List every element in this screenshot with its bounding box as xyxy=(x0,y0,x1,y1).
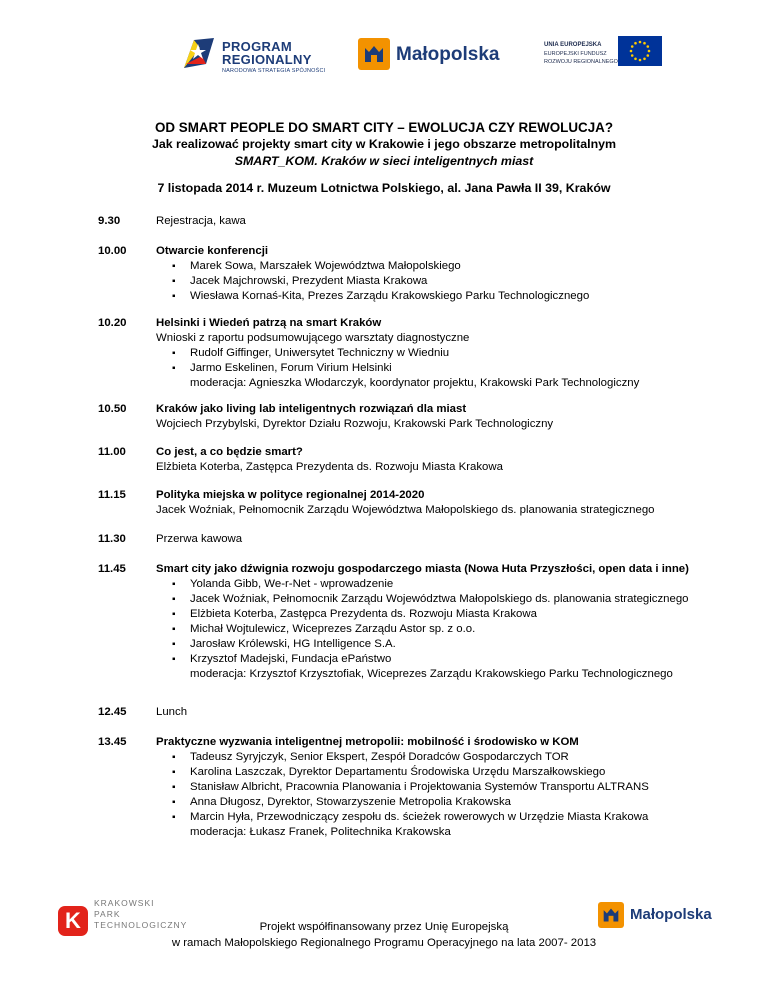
eu-logo xyxy=(544,34,668,76)
malopolska-logo xyxy=(358,38,518,72)
agenda-time: 10.00 xyxy=(98,245,127,257)
program-line3: NARODOWA STRATEGIA SPÓJNOŚCI xyxy=(222,68,326,74)
speaker-item: ▪ Rudolf Giffinger, Uniwersytet Techniczny w Wiedniu xyxy=(156,346,716,361)
agenda-time: 9.30 xyxy=(98,215,121,227)
footer-line1: Projekt współfinansowany przez Unię Europejską xyxy=(259,921,509,933)
ue-line3: ROZWOJU REGIONALNEGO xyxy=(544,59,618,65)
moderator-line: moderacja: Agnieszka Włodarczyk, koordynator projektu, Krakowski Park Technologiczny xyxy=(190,377,640,389)
speaker-item: ▪ Tadeusz Syryjczyk, Senior Ekspert, Zespół Doradców Gospodarczych TOR xyxy=(156,750,716,765)
agenda-line: Przerwa kawowa xyxy=(156,533,243,545)
malopolska-text: Małopolska xyxy=(396,44,500,65)
speaker-item: ▪ Krzysztof Madejski, Fundacja ePaństwo xyxy=(156,652,716,667)
malopolska-text: Małopolska xyxy=(630,906,712,923)
agenda-content xyxy=(156,705,716,720)
agenda-line: Lunch xyxy=(156,706,188,718)
program-regionalny-logo xyxy=(180,32,350,78)
footer-line2: w ramach Małopolskiego Regionalnego Programu Operacyjnego na lata 2007- 2013 xyxy=(171,937,597,949)
ue-line2: EUROPEJSKI FUNDUSZ xyxy=(544,51,607,57)
kpt-k-icon: K xyxy=(58,906,88,936)
agenda-content xyxy=(156,214,716,229)
speaker-item: ▪ Jacek Majchrowski, Prezydent Miasta Krakowa xyxy=(156,274,716,289)
speaker-list xyxy=(156,346,716,376)
program-line2: REGIONALNY xyxy=(222,52,312,67)
agenda-content xyxy=(156,402,716,432)
agenda-title: Otwarcie konferencji xyxy=(156,245,269,257)
document-subtitle: Jak realizować projekty smart city w Krakowie i jego obszarze metropolitalnym xyxy=(151,137,617,151)
agenda-title: Helsinki i Wiedeń patrzą na smart Kraków xyxy=(156,317,382,329)
agenda-time: 11.15 xyxy=(98,489,126,501)
speaker-item: ▪ Marek Sowa, Marszałek Województwa Małopolskiego xyxy=(156,259,716,274)
document-header xyxy=(0,120,768,170)
agenda-line: Jacek Woźniak, Pełnomocnik Zarządu Województwa Małopolskiego ds. planowania strategicznego xyxy=(156,504,655,516)
speaker-item: ▪ Anna Długosz, Dyrektor, Stowarzyszenie Metropolia Krakowska xyxy=(156,795,716,810)
agenda-time: 11.00 xyxy=(98,446,126,458)
ue-line1: UNIA EUROPEJSKA xyxy=(544,42,602,48)
agenda-title: Praktyczne wyzwania inteligentnej metropolii: mobilność i środowisko w KOM xyxy=(156,736,579,748)
program-line1: PROGRAM xyxy=(222,39,292,54)
agenda-content xyxy=(156,532,716,547)
agenda-content xyxy=(156,735,716,840)
agenda-time: 11.30 xyxy=(98,533,126,545)
agenda-content xyxy=(156,562,716,682)
agenda-line: Wnioski z raportu podsumowującego warsztaty diagnostyczne xyxy=(156,332,470,344)
malopolska-emblem-icon xyxy=(358,38,390,70)
agenda-title: Co jest, a co będzie smart? xyxy=(156,446,303,458)
agenda-content xyxy=(156,244,716,304)
agenda-line: Elżbieta Koterba, Zastępca Prezydenta ds. Rozwoju Miasta Krakowa xyxy=(156,461,503,473)
speaker-item: ▪ Marcin Hyła, Przewodniczący zespołu ds. ścieżek rowerowych w Urzędzie Miasta Krakowa xyxy=(156,810,716,825)
speaker-list xyxy=(156,259,716,304)
eu-flag-icon xyxy=(618,36,662,66)
agenda-time: 11.45 xyxy=(98,563,126,575)
agenda-title: Polityka miejska w polityce regionalnej 2014-2020 xyxy=(156,489,425,501)
agenda-content xyxy=(156,488,716,518)
speaker-item: ▪ Wiesława Kornaś-Kita, Prezes Zarządu Krakowskiego Parku Technologicznego xyxy=(156,289,716,304)
speaker-item: ▪ Michał Wojtulewicz, Wiceprezes Zarządu Astor sp. z o.o. xyxy=(156,622,716,637)
agenda-content xyxy=(156,445,716,475)
agenda-title: Kraków jako living lab inteligentnych rozwiązań dla miast xyxy=(156,403,467,415)
logo-bar xyxy=(0,30,768,80)
speaker-list xyxy=(156,750,716,825)
agenda-time: 12.45 xyxy=(98,706,127,718)
document-subtitle-italic: SMART_KOM. Kraków w sieci inteligentnych miast xyxy=(234,154,534,168)
speaker-item: ▪ Stanisław Albricht, Pracownia Planowania i Projektowania Systemów Transportu ALTRANS xyxy=(156,780,716,795)
document-title: OD SMART PEOPLE DO SMART CITY – EWOLUCJA CZY REWOLUCJA? xyxy=(154,120,614,135)
date-place: 7 listopada 2014 r. Muzeum Lotnictwa Polskiego, al. Jana Pawła II 39, Kraków xyxy=(157,181,611,195)
speaker-item: ▪ Jacek Woźniak, Pełnomocnik Zarządu Województwa Małopolskiego ds. planowania strategicznego xyxy=(156,592,716,607)
kpt-line1: KRAKOWSKI xyxy=(94,898,155,908)
speaker-item: ▪ Yolanda Gibb, We-r-Net - wprowadzenie xyxy=(156,577,716,592)
agenda-content xyxy=(156,316,716,391)
agenda-time: 13.45 xyxy=(98,736,127,748)
kpt-line2: PARK xyxy=(94,909,121,919)
agenda-line: Wojciech Przybylski, Dyrektor Działu Rozwoju, Krakowski Park Technologiczny xyxy=(156,418,554,430)
speaker-item: ▪ Karolina Laszczak, Dyrektor Departamentu Środowiska Urzędu Marszałkowskiego xyxy=(156,765,716,780)
moderator-line: moderacja: Krzysztof Krzysztofiak, Wiceprezes Zarządu Krakowskiego Parku Technologicznego xyxy=(190,668,673,680)
speaker-list xyxy=(156,577,716,667)
program-regionalny-flag-icon xyxy=(180,34,218,72)
agenda-line: Rejestracja, kawa xyxy=(156,215,246,227)
speaker-item: ▪ Jarosław Królewski, HG Intelligence S.A. xyxy=(156,637,716,652)
kpt-line3: TECHNOLOGICZNY xyxy=(94,920,188,930)
speaker-item: ▪ Jarmo Eskelinen, Forum Virium Helsinki xyxy=(156,361,716,376)
agenda-title: Smart city jako dźwignia rozwoju gospodarczego miasta (Nowa Huta Przyszłości, open data i inne) xyxy=(156,563,689,575)
agenda-time: 10.50 xyxy=(98,403,127,415)
agenda-time: 10.20 xyxy=(98,317,127,329)
moderator-line: moderacja: Łukasz Franek, Politechnika Krakowska xyxy=(190,826,451,838)
speaker-item: ▪ Elżbieta Koterba, Zastępca Prezydenta ds. Rozwoju Miasta Krakowa xyxy=(156,607,716,622)
